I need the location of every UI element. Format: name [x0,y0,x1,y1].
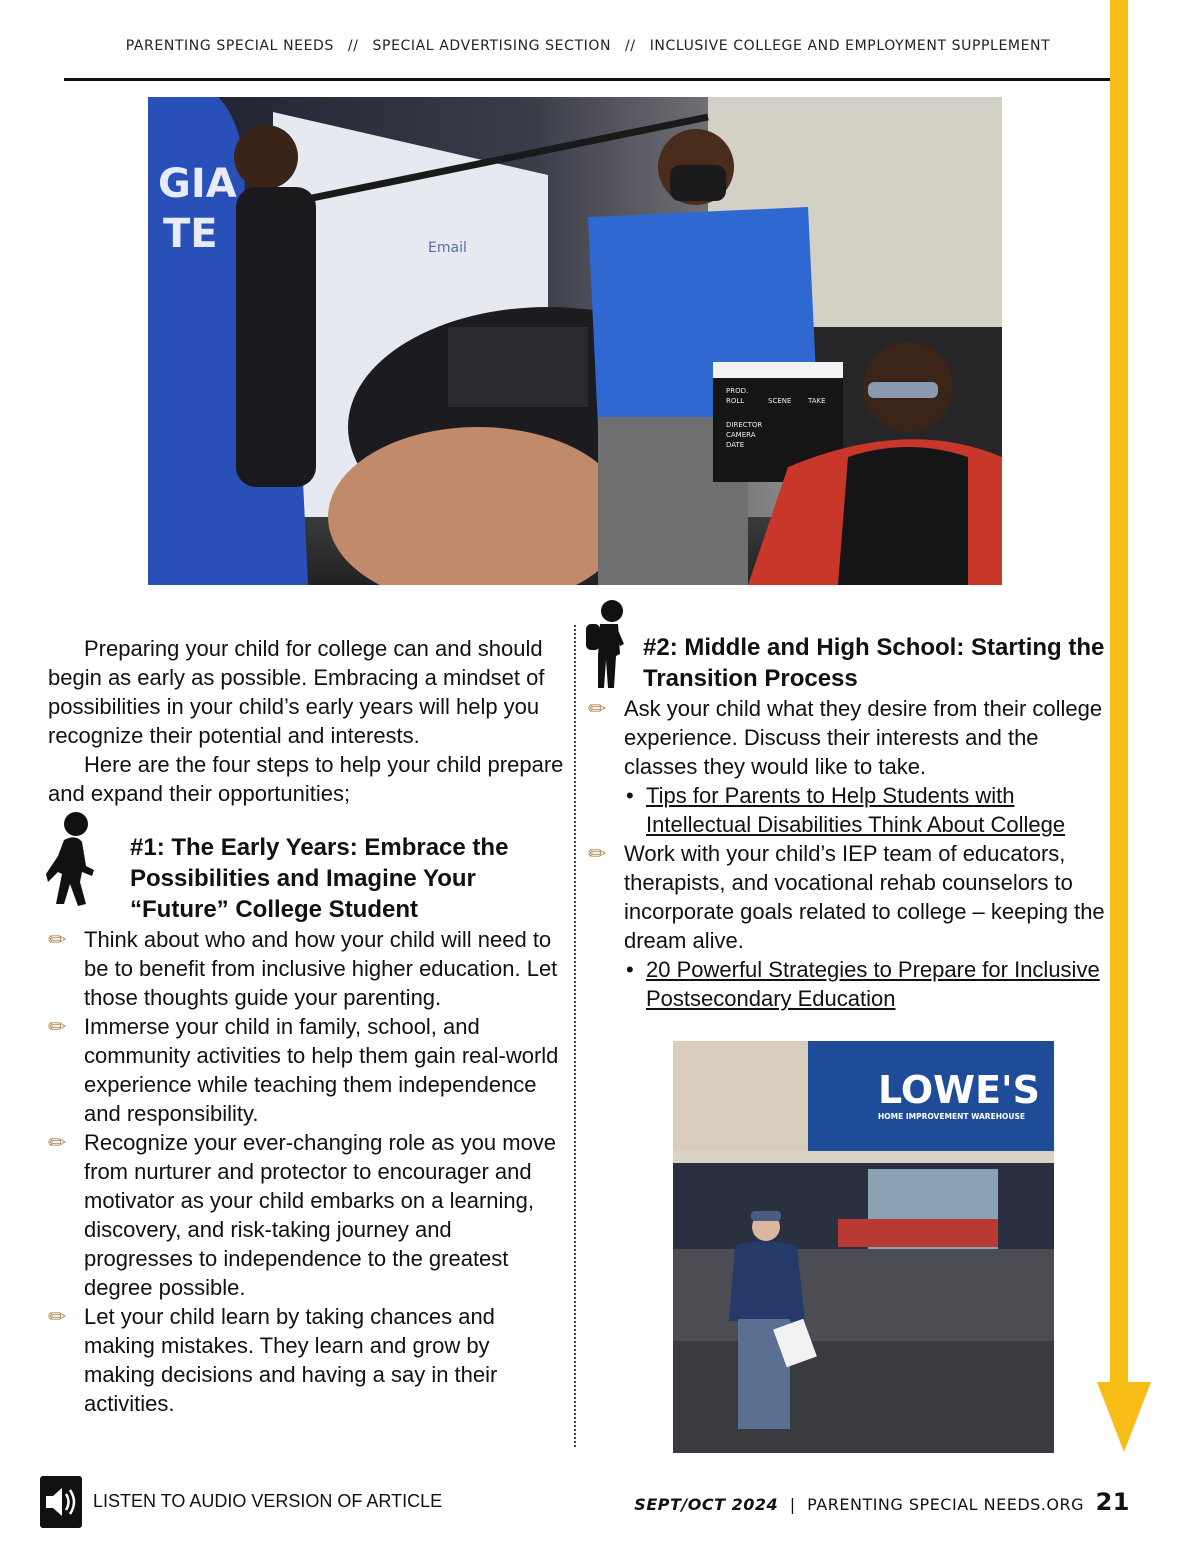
intro-paragraph: Here are the four steps to help your child prepare and expand their opportunities; [48,752,564,806]
step-2-title: #2: Middle and High School: Starting the Transition Process [643,634,1105,692]
pencil-icon: ✏ [48,1130,67,1155]
issue-date: SEPT/OCT 2024 [634,1495,779,1514]
store-sign-subtext: HOME IMPROVEMENT WAREHOUSE [878,1112,1025,1121]
clapper-label: DIRECTOR [726,421,763,429]
store-sign-text: LOWE'S [878,1068,1041,1112]
clapper-label: DATE [726,441,745,449]
page-number: 21 [1095,1488,1130,1516]
lowes-storefront-photo [673,1041,1054,1453]
pencil-icon: ✏ [48,927,67,952]
list-item-text: Let your child learn by taking chances and making mistakes. They learn and grow by making decisions and having a say in their activities. [84,1304,498,1416]
step-1-title: #1: The Early Years: Embrace the Possibilities and Imagine Your “Future” College Student [130,834,509,923]
resource-link-item [626,955,1108,1013]
list-item [48,1012,566,1128]
step-2-list [588,694,1108,1013]
list-item-text: Think about who and how your child will need to be to benefit from inclusive higher education. Let those thoughts guide your parenting. [84,927,558,1010]
list-item [48,1128,566,1302]
bullet-dot-icon: • [626,957,634,982]
clapper-label: CAMERA [726,431,756,439]
sweatshirt-text: TE [163,211,218,257]
list-item-text: Recognize your ever-changing role as you move from nurturer and protector to encourager and motivator as your child embarks on a learning, discovery, and risk-taking journey and progresses to independence to the greatest degree possible. [84,1130,557,1300]
pencil-icon: ✏ [588,841,607,866]
resource-links [624,781,1108,839]
pencil-icon: ✏ [48,1014,67,1039]
list-item [588,839,1108,1013]
list-item [588,694,1108,839]
page-footer [634,1488,1130,1516]
header-rule [64,78,1112,81]
list-item-text: Immerse your child in family, school, and community activities to help them gain real-world experience while teaching them independence and responsibility. [84,1014,559,1126]
accent-bar [1110,0,1128,1390]
clapper-label: PROD. [726,387,749,395]
step-1-list [48,925,566,1418]
sweatshirt-text: GIA [158,161,237,207]
header-publication: PARENTING SPECIAL NEEDS [125,38,334,54]
bullet-dot-icon: • [626,783,634,808]
pencil-icon: ✏ [48,1304,67,1329]
page-header [64,38,1112,54]
column-divider [574,625,576,1447]
resource-link-item [626,781,1108,839]
clapper-label: TAKE [808,397,826,405]
header-section: SPECIAL ADVERTISING SECTION [372,38,612,54]
clapper-label: SCENE [768,397,792,405]
list-item [48,925,566,1012]
footer-separator: | [789,1495,796,1514]
film-class-photo [148,97,1002,585]
header-separator: // [347,38,359,54]
step-1-heading [48,832,566,925]
list-item-text: Ask your child what they desire from their college experience. Discuss their interests and the classes they would like to take. [624,696,1103,779]
student-backpack-icon [582,600,628,690]
clapper-label: ROLL [726,397,745,405]
intro-paragraph: Preparing your child for college can and should begin as early as possible. Embracing a mindset of possibilities in your child’s early years will help you recognize their potential and interests. [48,636,545,748]
header-separator: // [625,38,636,54]
site-name: PARENTING SPECIAL NEEDS.ORG [807,1495,1084,1514]
walking-child-icon [46,812,98,908]
left-column [48,634,566,1418]
step-2-heading [588,600,1108,694]
audio-version-link[interactable]: LISTEN TO AUDIO VERSION OF ARTICLE [93,1491,443,1511]
list-item [48,1302,566,1418]
right-column [588,600,1108,1013]
resource-links [624,955,1108,1013]
powerful-strategies-link[interactable]: 20 Powerful Strategies to Prepare for Inclusive Postsecondary Education [646,957,1100,1011]
header-supplement: INCLUSIVE COLLEGE AND EMPLOYMENT SUPPLEMENT [649,38,1051,54]
pencil-icon: ✏ [588,696,607,721]
whiteboard-text: Email [428,240,467,256]
arrow-down-icon [1097,1382,1151,1452]
audio-button[interactable] [40,1476,82,1528]
list-item-text: Work with your child’s IEP team of educators, therapists, and vocational rehab counselors to incorporate goals related to college – keeping the dream alive. [624,841,1105,953]
speaker-icon [40,1476,82,1528]
tips-for-parents-link[interactable]: Tips for Parents to Help Students with Intellectual Disabilities Think About College [646,783,1066,837]
